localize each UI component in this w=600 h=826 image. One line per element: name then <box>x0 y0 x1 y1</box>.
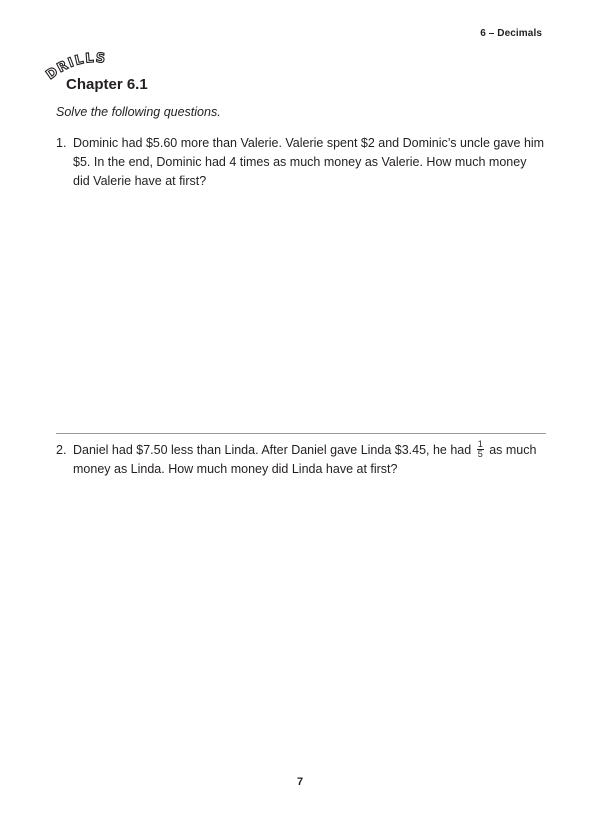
section-header: 6 – Decimals <box>480 28 542 39</box>
question-text-before: Daniel had $7.50 less than Linda. After Daniel gave Linda $3.45, he had <box>73 443 472 457</box>
fraction-one-fifth <box>477 440 484 459</box>
chapter-title: Chapter 6.1 <box>66 76 148 93</box>
question-number: 2. <box>56 443 67 457</box>
drills-logo-text: DRILLS <box>43 50 108 84</box>
question-text <box>73 441 546 479</box>
fraction-numerator: 1 <box>477 439 483 450</box>
question-text: Dominic had $5.60 more than Valerie. Valerie spent $2 and Dominic’s uncle gave him $5. In the end, Dominic had 4 times as much money as Valerie. How much money did Valerie have at first? <box>73 136 545 188</box>
question-2 <box>56 441 546 479</box>
question-divider <box>56 433 546 434</box>
fraction-denominator: 5 <box>477 449 483 460</box>
question-number: 1. <box>56 136 67 150</box>
question-text-after: as much money as Linda. How much money did Linda have at first? <box>73 443 537 477</box>
question-1 <box>56 134 546 191</box>
page-number: 7 <box>296 776 304 788</box>
instructions: Solve the following questions. <box>56 105 221 119</box>
